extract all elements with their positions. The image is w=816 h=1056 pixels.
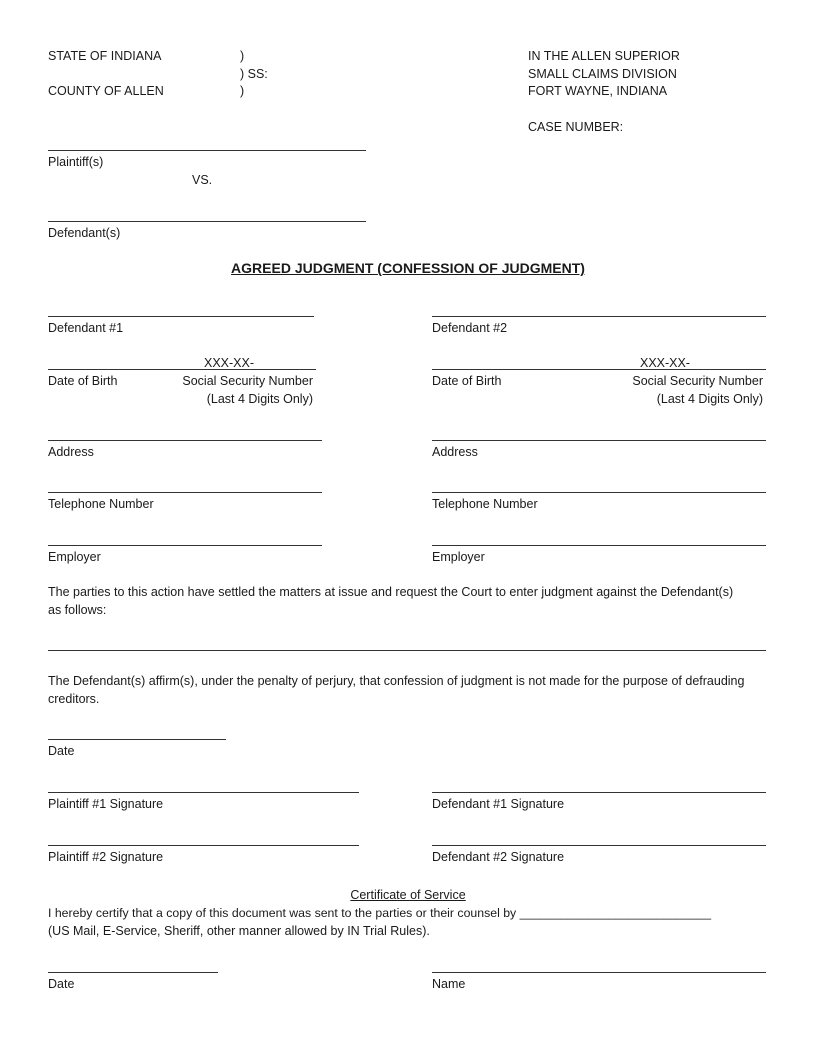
plaintiff2-signature-label: Plaintiff #2 Signature [48,850,164,864]
defendant2-ssn-note: (Last 4 Digits Only) [656,392,763,406]
defendant1-ssn-note: (Last 4 Digits Only) [206,392,313,406]
defendant2-address-label: Address [432,445,478,459]
certificate-methods: (US Mail, E-Service, Sheriff, other manner allowed by IN Trial Rules). [48,924,430,938]
defendant1-heading: Defendant #1 [48,321,124,335]
defendant2-phone-line[interactable] [432,492,766,493]
defendant1-signature-line[interactable] [432,792,766,793]
defendant2-phone-label: Telephone Number [432,497,538,511]
court-name: IN THE ALLEN SUPERIOR [528,49,680,63]
plaintiff1-signature-line[interactable] [48,792,359,793]
defendant2-signature-label: Defendant #2 Signature [432,850,565,864]
defendant2-dob-ssn-line[interactable] [432,369,766,370]
date-line[interactable] [48,739,226,740]
plaintiff1-signature-label: Plaintiff #1 Signature [48,797,164,811]
date-label: Date [48,744,75,758]
defendant1-phone-line[interactable] [48,492,322,493]
defendant2-dob-label: Date of Birth [432,374,502,388]
defendant-line[interactable] [48,221,366,222]
affirmation-paragraph: The Defendant(s) affirm(s), under the penalty of perjury, that confession of judgment is not made for the purpose of defrauding creditors. [48,674,745,706]
court-division: SMALL CLAIMS DIVISION [528,67,677,81]
defendant1-signature-label: Defendant #1 Signature [432,797,565,811]
certificate-heading: Certificate of Service [350,888,466,902]
plaintiff2-signature-line[interactable] [48,845,359,846]
plaintiff-line[interactable] [48,150,366,151]
caption-paren: ) [240,84,245,98]
case-number-label: CASE NUMBER: [528,120,624,134]
certificate-name-line[interactable] [432,972,766,973]
ss-label: ) SS: [240,67,268,81]
caption-paren: ) [240,49,245,63]
certificate-text: I hereby certify that a copy of this document was sent to the parties or their counsel by ____________________________ [48,906,712,920]
defendant2-employer-label: Employer [432,550,485,564]
defendant2-address-line[interactable] [432,440,766,441]
defendant2-signature-line[interactable] [432,845,766,846]
certificate-date-label: Date [48,977,75,991]
defendant2-name-line[interactable] [432,316,766,317]
certificate-name-label: Name [432,977,466,991]
judgment-terms-line[interactable] [48,650,766,651]
defendant1-dob-ssn-line[interactable] [48,369,316,370]
defendant-label: Defendant(s) [48,226,121,240]
defendant1-name-line[interactable] [48,316,314,317]
vs-label: VS. [192,173,213,187]
county-label: COUNTY OF ALLEN [48,84,164,98]
defendant1-employer-label: Employer [48,550,101,564]
certificate-date-line[interactable] [48,972,218,973]
defendant1-address-line[interactable] [48,440,322,441]
court-location: FORT WAYNE, INDIANA [528,84,668,98]
state-label: STATE OF INDIANA [48,49,162,63]
defendant2-ssn-label: Social Security Number [632,374,763,388]
defendant1-ssn-prefix: XXX-XX- [204,356,255,370]
defendant1-ssn-label: Social Security Number [182,374,313,388]
defendant1-employer-line[interactable] [48,545,322,546]
defendant2-heading: Defendant #2 [432,321,508,335]
document-title: AGREED JUDGMENT (CONFESSION OF JUDGMENT) [231,260,585,276]
defendant2-employer-line[interactable] [432,545,766,546]
defendant1-dob-label: Date of Birth [48,374,118,388]
settlement-paragraph: The parties to this action have settled the matters at issue and request the Court to enter judgment against the Defendant(s) as follows: [48,585,734,617]
defendant1-address-label: Address [48,445,94,459]
defendant2-ssn-prefix: XXX-XX- [640,356,691,370]
defendant1-phone-label: Telephone Number [48,497,154,511]
plaintiff-label: Plaintiff(s) [48,155,104,169]
